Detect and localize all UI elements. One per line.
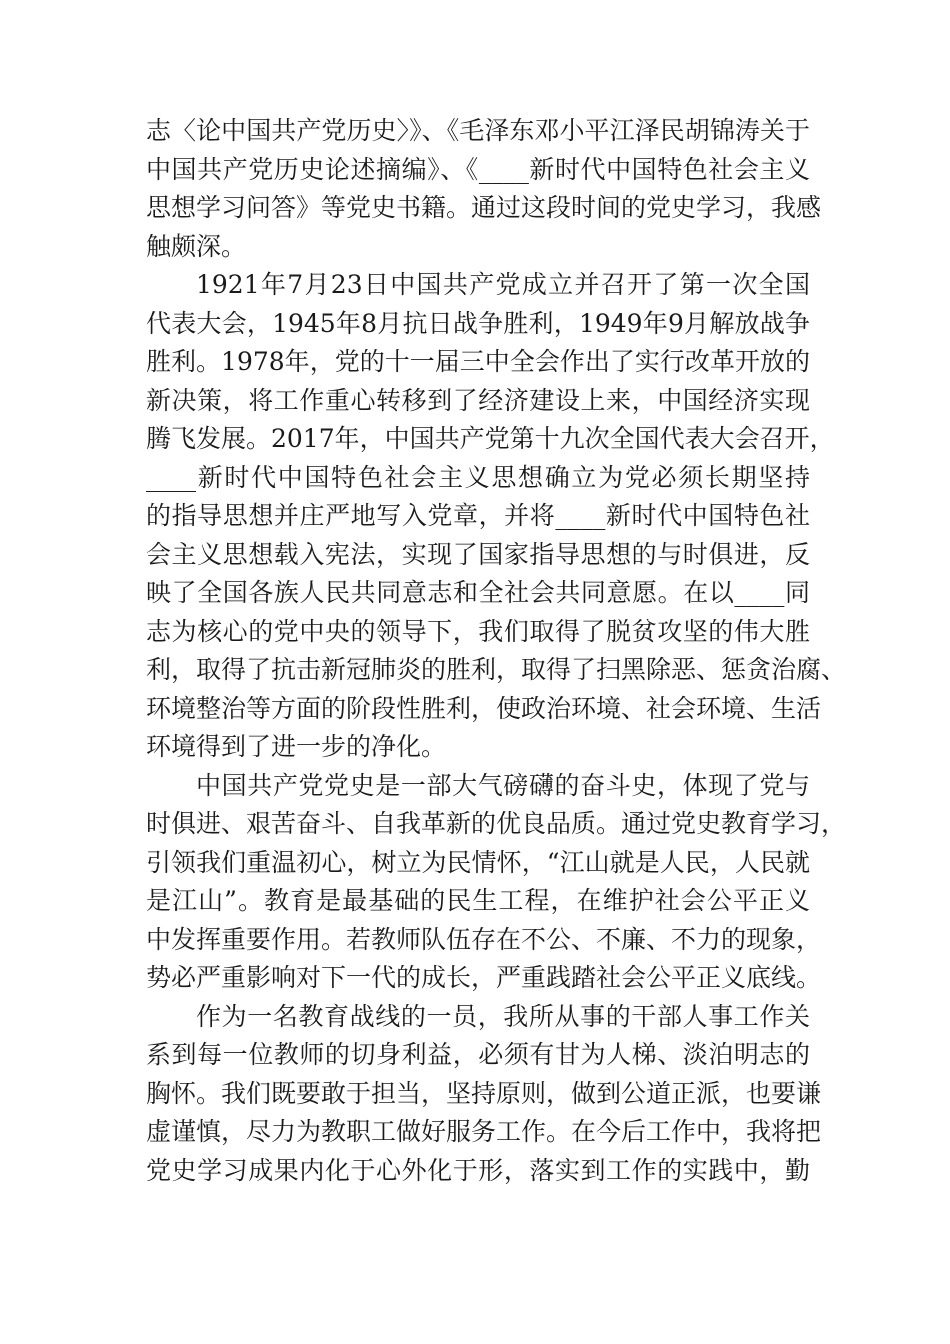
text-line: 新决策，将工作重心转移到了经济建设上来，中国经济实现 bbox=[146, 385, 810, 415]
text-line: 虚谨慎，尽力为教职工做好服务工作。在今后工作中，我将把 bbox=[146, 1117, 822, 1146]
text-line: 映了全国各族人民共同意志和全社会共同意愿。在以____同 bbox=[146, 578, 810, 607]
paragraph bbox=[146, 112, 822, 266]
document-page bbox=[146, 112, 847, 1190]
text-line: 系到每一位教师的切身利益，必须有甘为人梯、淡泊明志的 bbox=[146, 1040, 810, 1069]
text-line: 胸怀。我们既要敢于担当，坚持原则，做到公道正派，也要谦 bbox=[146, 1078, 822, 1108]
text-line: 1921年7月23日中国共产党成立并召开了第一次全国 bbox=[196, 270, 810, 299]
text-line: 引领我们重温初心，树立为民情怀，“江山就是人民，人民就 bbox=[146, 847, 810, 877]
paragraph bbox=[146, 266, 847, 767]
text-line: 胜利。1978年，党的十一届三中全会作出了实行改革开放的 bbox=[146, 347, 810, 376]
text-line: 利，取得了抗击新冠肺炎的胜利，取得了扫黑除恶、惩贪治腐、 bbox=[146, 655, 847, 684]
text-line: 触颇深。 bbox=[146, 231, 247, 261]
text-line: 中国共产党党史是一部大气磅礴的奋斗史，体现了党与 bbox=[196, 770, 810, 800]
text-line: 时俱进、艰苦奋斗、自我革新的优良品质。通过党史教育学习， bbox=[146, 809, 847, 838]
text-line: 代表大会，1945年8月抗日战争胜利，1949年9月解放战争 bbox=[146, 308, 810, 338]
text-line: ____新时代中国特色社会主义思想确立为党必须长期坚持 bbox=[146, 462, 810, 492]
text-line: 中国共产党历史论述摘编》、《____新时代中国特色社会主义 bbox=[146, 154, 810, 184]
text-line: 是江山”。教育是最基础的民生工程，在维护社会公平正义 bbox=[146, 886, 810, 915]
text-line: 势必严重影响对下一代的成长，严重践踏社会公平正义底线。 bbox=[146, 963, 822, 992]
text-line: 环境得到了进一步的净化。 bbox=[146, 732, 447, 761]
paragraph bbox=[146, 767, 847, 998]
text-line: 党史学习成果内化于心外化于形，落实到工作的实践中，勤 bbox=[146, 1155, 810, 1185]
text-line: 作为一名教育战线的一员，我所从事的干部人事工作关 bbox=[196, 1001, 810, 1031]
text-line: 腾飞发展。2017年，中国共产党第十九次全国代表大会召开， bbox=[146, 424, 835, 453]
text-line: 志〈论中国共产党历史〉》、《毛泽东邓小平江泽民胡锦涛关于 bbox=[146, 116, 810, 145]
paragraph bbox=[146, 998, 822, 1191]
text-line: 环境整治等方面的阶段性胜利，使政治环境、社会环境、生活 bbox=[146, 693, 822, 723]
text-line: 会主义思想载入宪法，实现了国家指导思想的与时俱进，反 bbox=[146, 539, 810, 569]
text-line: 的指导思想并庄严地写入党章，并将____新时代中国特色社 bbox=[146, 501, 810, 530]
text-line: 思想学习问答》等党史书籍。通过这段时间的党史学习，我感 bbox=[146, 193, 822, 222]
text-line: 中发挥重要作用。若教师队伍存在不公、不廉、不力的现象， bbox=[146, 924, 822, 954]
text-line: 志为核心的党中央的领导下，我们取得了脱贫攻坚的伟大胜 bbox=[146, 616, 810, 646]
